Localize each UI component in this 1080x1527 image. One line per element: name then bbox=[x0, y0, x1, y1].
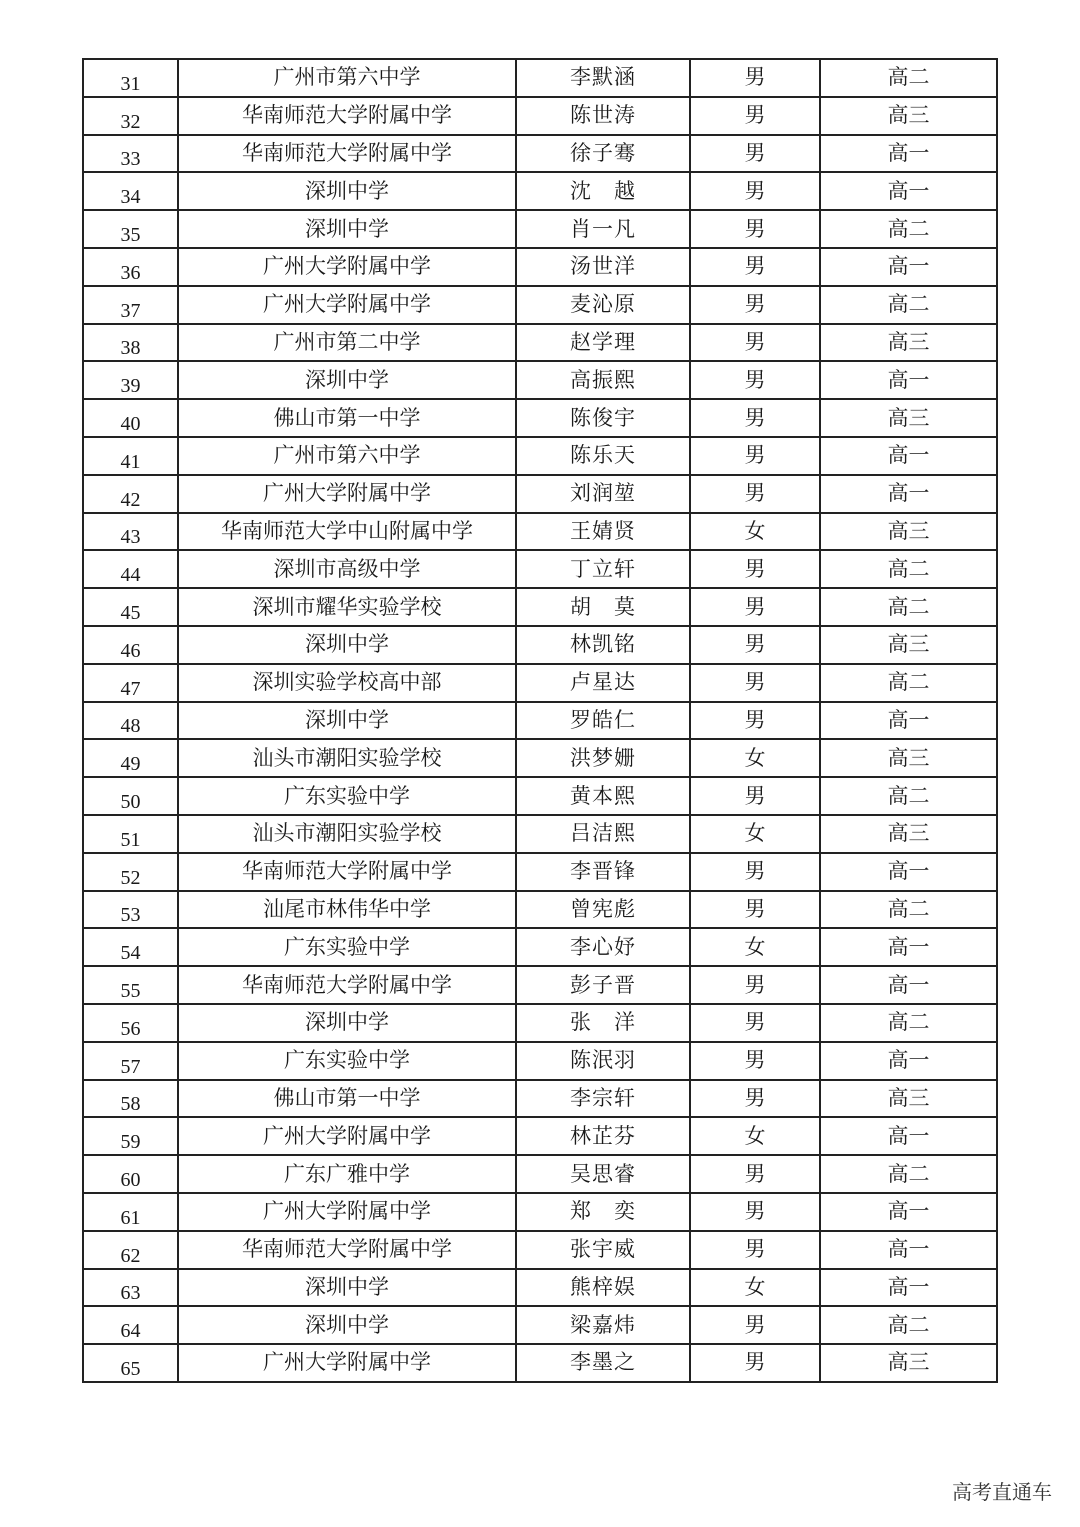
gender-cell: 男 bbox=[690, 135, 820, 173]
grade-cell: 高一 bbox=[820, 172, 997, 210]
grade-cell: 高三 bbox=[820, 324, 997, 362]
student-name-cell: 胡 莫 bbox=[516, 588, 690, 626]
student-name-cell: 洪梦姗 bbox=[516, 739, 690, 777]
student-name-cell: 李晋锋 bbox=[516, 853, 690, 891]
student-name-cell: 陈乐天 bbox=[516, 437, 690, 475]
table-row bbox=[83, 1004, 997, 1042]
gender-cell: 男 bbox=[690, 1080, 820, 1118]
student-name-cell: 李默涵 bbox=[516, 59, 690, 97]
grade-cell: 高二 bbox=[820, 210, 997, 248]
grade-cell: 高三 bbox=[820, 513, 997, 551]
gender-cell: 男 bbox=[690, 361, 820, 399]
roster-table-wrapper bbox=[82, 58, 992, 1383]
student-name-cell: 陈俊宇 bbox=[516, 399, 690, 437]
school-name-cell: 广东广雅中学 bbox=[178, 1155, 516, 1193]
table-row bbox=[83, 1344, 997, 1382]
grade-cell: 高三 bbox=[820, 626, 997, 664]
row-number-cell: 43 bbox=[83, 513, 178, 551]
gender-cell: 男 bbox=[690, 475, 820, 513]
table-row bbox=[83, 1193, 997, 1231]
grade-cell: 高三 bbox=[820, 1080, 997, 1118]
school-name-cell: 汕尾市林伟华中学 bbox=[178, 891, 516, 929]
table-row bbox=[83, 928, 997, 966]
school-name-cell: 汕头市潮阳实验学校 bbox=[178, 739, 516, 777]
gender-cell: 男 bbox=[690, 1306, 820, 1344]
grade-cell: 高一 bbox=[820, 475, 997, 513]
gender-cell: 男 bbox=[690, 59, 820, 97]
table-row bbox=[83, 210, 997, 248]
row-number-cell: 60 bbox=[83, 1155, 178, 1193]
school-name-cell: 佛山市第一中学 bbox=[178, 1080, 516, 1118]
row-number-cell: 54 bbox=[83, 928, 178, 966]
row-number-cell: 45 bbox=[83, 588, 178, 626]
student-name-cell: 丁立轩 bbox=[516, 550, 690, 588]
student-name-cell: 赵学理 bbox=[516, 324, 690, 362]
student-name-cell: 徐子骞 bbox=[516, 135, 690, 173]
table-row bbox=[83, 891, 997, 929]
school-name-cell: 广州市第六中学 bbox=[178, 59, 516, 97]
gender-cell: 男 bbox=[690, 172, 820, 210]
row-number-cell: 55 bbox=[83, 966, 178, 1004]
row-number-cell: 33 bbox=[83, 135, 178, 173]
gender-cell: 女 bbox=[690, 1269, 820, 1307]
grade-cell: 高二 bbox=[820, 891, 997, 929]
grade-cell: 高一 bbox=[820, 853, 997, 891]
grade-cell: 高一 bbox=[820, 1042, 997, 1080]
gender-cell: 男 bbox=[690, 891, 820, 929]
table-row bbox=[83, 1117, 997, 1155]
table-row bbox=[83, 853, 997, 891]
table-row bbox=[83, 437, 997, 475]
school-name-cell: 深圳中学 bbox=[178, 172, 516, 210]
student-name-cell: 曾宪彪 bbox=[516, 891, 690, 929]
gender-cell: 女 bbox=[690, 928, 820, 966]
student-name-cell: 熊梓娱 bbox=[516, 1269, 690, 1307]
school-name-cell: 深圳中学 bbox=[178, 702, 516, 740]
row-number-cell: 64 bbox=[83, 1306, 178, 1344]
gender-cell: 男 bbox=[690, 853, 820, 891]
student-name-cell: 李墨之 bbox=[516, 1344, 690, 1382]
school-name-cell: 广东实验中学 bbox=[178, 928, 516, 966]
grade-cell: 高三 bbox=[820, 739, 997, 777]
grade-cell: 高二 bbox=[820, 550, 997, 588]
school-name-cell: 华南师范大学附属中学 bbox=[178, 966, 516, 1004]
grade-cell: 高二 bbox=[820, 588, 997, 626]
school-name-cell: 华南师范大学附属中学 bbox=[178, 97, 516, 135]
row-number-cell: 42 bbox=[83, 475, 178, 513]
student-name-cell: 陈泯羽 bbox=[516, 1042, 690, 1080]
row-number-cell: 59 bbox=[83, 1117, 178, 1155]
student-name-cell: 吴思睿 bbox=[516, 1155, 690, 1193]
school-name-cell: 广州大学附属中学 bbox=[178, 475, 516, 513]
gender-cell: 男 bbox=[690, 1344, 820, 1382]
school-name-cell: 深圳中学 bbox=[178, 1004, 516, 1042]
student-name-cell: 卢星达 bbox=[516, 664, 690, 702]
school-name-cell: 深圳市耀华实验学校 bbox=[178, 588, 516, 626]
gender-cell: 女 bbox=[690, 815, 820, 853]
school-name-cell: 深圳中学 bbox=[178, 1306, 516, 1344]
table-row bbox=[83, 588, 997, 626]
grade-cell: 高二 bbox=[820, 1306, 997, 1344]
student-name-cell: 沈 越 bbox=[516, 172, 690, 210]
table-row bbox=[83, 248, 997, 286]
table-row bbox=[83, 1155, 997, 1193]
school-name-cell: 广州市第二中学 bbox=[178, 324, 516, 362]
school-name-cell: 深圳中学 bbox=[178, 361, 516, 399]
gender-cell: 女 bbox=[690, 1117, 820, 1155]
student-name-cell: 梁嘉炜 bbox=[516, 1306, 690, 1344]
row-number-cell: 52 bbox=[83, 853, 178, 891]
grade-cell: 高一 bbox=[820, 966, 997, 1004]
table-row bbox=[83, 550, 997, 588]
grade-cell: 高一 bbox=[820, 1269, 997, 1307]
row-number-cell: 37 bbox=[83, 286, 178, 324]
gender-cell: 男 bbox=[690, 777, 820, 815]
row-number-cell: 62 bbox=[83, 1231, 178, 1269]
student-name-cell: 陈世涛 bbox=[516, 97, 690, 135]
grade-cell: 高一 bbox=[820, 437, 997, 475]
table-row bbox=[83, 966, 997, 1004]
school-name-cell: 广州大学附属中学 bbox=[178, 1193, 516, 1231]
school-name-cell: 深圳中学 bbox=[178, 1269, 516, 1307]
school-name-cell: 广州大学附属中学 bbox=[178, 248, 516, 286]
student-name-cell: 李宗轩 bbox=[516, 1080, 690, 1118]
row-number-cell: 36 bbox=[83, 248, 178, 286]
table-row bbox=[83, 777, 997, 815]
school-name-cell: 华南师范大学附属中学 bbox=[178, 853, 516, 891]
school-name-cell: 汕头市潮阳实验学校 bbox=[178, 815, 516, 853]
row-number-cell: 44 bbox=[83, 550, 178, 588]
row-number-cell: 40 bbox=[83, 399, 178, 437]
grade-cell: 高二 bbox=[820, 59, 997, 97]
row-number-cell: 46 bbox=[83, 626, 178, 664]
school-name-cell: 深圳中学 bbox=[178, 210, 516, 248]
grade-cell: 高二 bbox=[820, 1155, 997, 1193]
gender-cell: 男 bbox=[690, 248, 820, 286]
student-name-cell: 王婧贤 bbox=[516, 513, 690, 551]
roster-table bbox=[82, 58, 998, 1383]
student-name-cell: 罗皓仁 bbox=[516, 702, 690, 740]
school-name-cell: 深圳实验学校高中部 bbox=[178, 664, 516, 702]
gender-cell: 男 bbox=[690, 626, 820, 664]
row-number-cell: 63 bbox=[83, 1269, 178, 1307]
grade-cell: 高三 bbox=[820, 399, 997, 437]
student-name-cell: 李心妤 bbox=[516, 928, 690, 966]
table-row bbox=[83, 286, 997, 324]
student-name-cell: 林芷芬 bbox=[516, 1117, 690, 1155]
row-number-cell: 56 bbox=[83, 1004, 178, 1042]
row-number-cell: 53 bbox=[83, 891, 178, 929]
table-row bbox=[83, 59, 997, 97]
row-number-cell: 61 bbox=[83, 1193, 178, 1231]
student-name-cell: 汤世洋 bbox=[516, 248, 690, 286]
gender-cell: 男 bbox=[690, 399, 820, 437]
row-number-cell: 57 bbox=[83, 1042, 178, 1080]
gender-cell: 男 bbox=[690, 210, 820, 248]
grade-cell: 高一 bbox=[820, 928, 997, 966]
table-row bbox=[83, 1080, 997, 1118]
student-name-cell: 肖一凡 bbox=[516, 210, 690, 248]
gender-cell: 男 bbox=[690, 1155, 820, 1193]
table-row bbox=[83, 626, 997, 664]
student-name-cell: 吕洁熙 bbox=[516, 815, 690, 853]
grade-cell: 高一 bbox=[820, 135, 997, 173]
table-row bbox=[83, 399, 997, 437]
grade-cell: 高三 bbox=[820, 97, 997, 135]
row-number-cell: 48 bbox=[83, 702, 178, 740]
grade-cell: 高二 bbox=[820, 777, 997, 815]
school-name-cell: 广州市第六中学 bbox=[178, 437, 516, 475]
row-number-cell: 31 bbox=[83, 59, 178, 97]
grade-cell: 高二 bbox=[820, 286, 997, 324]
table-row bbox=[83, 475, 997, 513]
school-name-cell: 广州大学附属中学 bbox=[178, 1344, 516, 1382]
gender-cell: 男 bbox=[690, 97, 820, 135]
grade-cell: 高二 bbox=[820, 1004, 997, 1042]
table-row bbox=[83, 324, 997, 362]
row-number-cell: 35 bbox=[83, 210, 178, 248]
grade-cell: 高一 bbox=[820, 1231, 997, 1269]
gender-cell: 男 bbox=[690, 1193, 820, 1231]
table-row bbox=[83, 135, 997, 173]
gender-cell: 男 bbox=[690, 664, 820, 702]
gender-cell: 男 bbox=[690, 324, 820, 362]
gender-cell: 男 bbox=[690, 1231, 820, 1269]
grade-cell: 高一 bbox=[820, 361, 997, 399]
row-number-cell: 39 bbox=[83, 361, 178, 399]
school-name-cell: 佛山市第一中学 bbox=[178, 399, 516, 437]
school-name-cell: 广东实验中学 bbox=[178, 777, 516, 815]
row-number-cell: 50 bbox=[83, 777, 178, 815]
student-name-cell: 张宇威 bbox=[516, 1231, 690, 1269]
school-name-cell: 广州大学附属中学 bbox=[178, 286, 516, 324]
row-number-cell: 34 bbox=[83, 172, 178, 210]
gender-cell: 男 bbox=[690, 286, 820, 324]
gender-cell: 男 bbox=[690, 702, 820, 740]
gender-cell: 男 bbox=[690, 1042, 820, 1080]
student-name-cell: 麦沁原 bbox=[516, 286, 690, 324]
grade-cell: 高一 bbox=[820, 1117, 997, 1155]
table-row bbox=[83, 815, 997, 853]
row-number-cell: 49 bbox=[83, 739, 178, 777]
row-number-cell: 58 bbox=[83, 1080, 178, 1118]
table-row bbox=[83, 97, 997, 135]
student-name-cell: 张 洋 bbox=[516, 1004, 690, 1042]
grade-cell: 高三 bbox=[820, 815, 997, 853]
student-name-cell: 黄本熙 bbox=[516, 777, 690, 815]
school-name-cell: 华南师范大学中山附属中学 bbox=[178, 513, 516, 551]
student-name-cell: 林凯铭 bbox=[516, 626, 690, 664]
table-row bbox=[83, 1306, 997, 1344]
student-name-cell: 高振熙 bbox=[516, 361, 690, 399]
row-number-cell: 47 bbox=[83, 664, 178, 702]
school-name-cell: 华南师范大学附属中学 bbox=[178, 135, 516, 173]
grade-cell: 高二 bbox=[820, 664, 997, 702]
student-name-cell: 彭子晋 bbox=[516, 966, 690, 1004]
grade-cell: 高一 bbox=[820, 248, 997, 286]
school-name-cell: 广州大学附属中学 bbox=[178, 1117, 516, 1155]
grade-cell: 高一 bbox=[820, 702, 997, 740]
gender-cell: 女 bbox=[690, 513, 820, 551]
roster-table-body bbox=[83, 59, 997, 1382]
table-row bbox=[83, 702, 997, 740]
gender-cell: 男 bbox=[690, 588, 820, 626]
school-name-cell: 华南师范大学附属中学 bbox=[178, 1231, 516, 1269]
table-row bbox=[83, 739, 997, 777]
school-name-cell: 广东实验中学 bbox=[178, 1042, 516, 1080]
row-number-cell: 38 bbox=[83, 324, 178, 362]
table-row bbox=[83, 172, 997, 210]
table-row bbox=[83, 1042, 997, 1080]
table-row bbox=[83, 1231, 997, 1269]
row-number-cell: 32 bbox=[83, 97, 178, 135]
gender-cell: 男 bbox=[690, 1004, 820, 1042]
student-name-cell: 刘润堃 bbox=[516, 475, 690, 513]
table-row bbox=[83, 361, 997, 399]
gender-cell: 男 bbox=[690, 966, 820, 1004]
grade-cell: 高三 bbox=[820, 1344, 997, 1382]
school-name-cell: 深圳中学 bbox=[178, 626, 516, 664]
table-row bbox=[83, 1269, 997, 1307]
row-number-cell: 65 bbox=[83, 1344, 178, 1382]
table-row bbox=[83, 513, 997, 551]
row-number-cell: 51 bbox=[83, 815, 178, 853]
gender-cell: 男 bbox=[690, 437, 820, 475]
grade-cell: 高一 bbox=[820, 1193, 997, 1231]
watermark: 高考直通车 bbox=[952, 1480, 1052, 1504]
row-number-cell: 41 bbox=[83, 437, 178, 475]
school-name-cell: 深圳市高级中学 bbox=[178, 550, 516, 588]
student-name-cell: 郑 奕 bbox=[516, 1193, 690, 1231]
gender-cell: 男 bbox=[690, 550, 820, 588]
table-row bbox=[83, 664, 997, 702]
gender-cell: 女 bbox=[690, 739, 820, 777]
